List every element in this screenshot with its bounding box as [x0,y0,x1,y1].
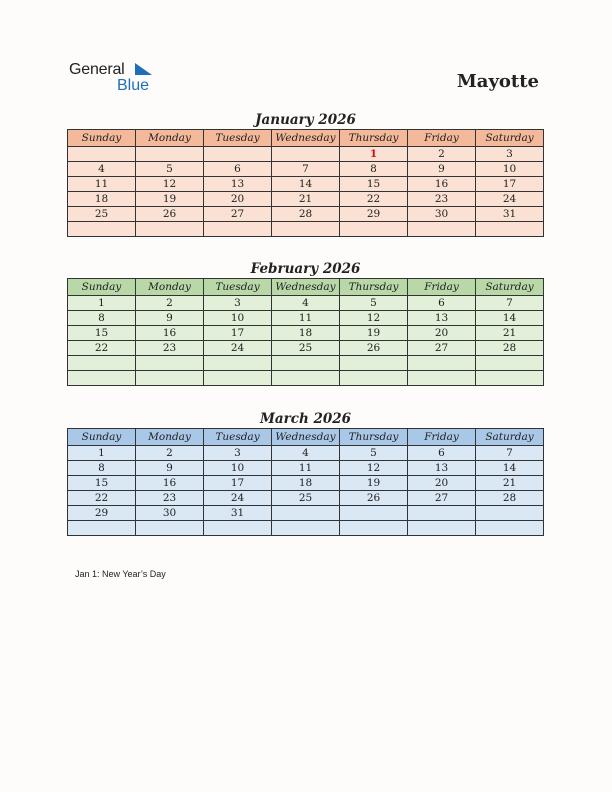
week-row [68,356,544,371]
day-cell: 9 [408,162,476,177]
weekday-header: Tuesday [204,279,272,296]
day-cell: 6 [204,162,272,177]
empty-day-cell [476,521,544,536]
week-row [68,162,544,177]
day-cell: 18 [272,476,340,491]
day-cell: 18 [272,326,340,341]
day-cell: 26 [136,207,204,222]
week-row [68,446,544,461]
week-row [68,326,544,341]
empty-day-cell [136,521,204,536]
country-title: Mayotte [456,71,539,92]
day-cell: 14 [476,461,544,476]
empty-day-cell [272,222,340,237]
day-cell: 2 [136,296,204,311]
weekday-header: Tuesday [204,130,272,147]
weekday-header: Thursday [340,279,408,296]
day-cell: 2 [408,147,476,162]
day-cell: 24 [204,341,272,356]
day-cell: 29 [340,207,408,222]
calendar-table [67,129,544,237]
day-cell: 6 [408,446,476,461]
month-calendar-march [67,410,544,536]
day-cell: 15 [340,177,408,192]
day-cell: 31 [476,207,544,222]
day-cell: 10 [476,162,544,177]
day-cell: 8 [68,461,136,476]
empty-day-cell [136,222,204,237]
day-cell: 12 [136,177,204,192]
day-cell: 20 [408,326,476,341]
day-cell: 10 [204,311,272,326]
day-cell: 13 [408,311,476,326]
empty-day-cell [136,356,204,371]
weekday-header-row [68,279,544,296]
empty-day-cell [272,356,340,371]
weekday-header: Tuesday [204,429,272,446]
day-cell: 24 [476,192,544,207]
day-cell: 17 [204,326,272,341]
day-cell: 27 [408,341,476,356]
day-cell: 24 [204,491,272,506]
weekday-header: Saturday [476,130,544,147]
day-cell: 17 [204,476,272,491]
day-cell: 9 [136,461,204,476]
holiday-day-cell: 1 [340,147,408,162]
empty-day-cell [272,371,340,386]
day-cell: 4 [68,162,136,177]
weekday-header: Saturday [476,429,544,446]
holiday-note: Jan 1: New Year’s Day [75,569,166,579]
weekday-header: Friday [408,279,476,296]
week-row [68,311,544,326]
day-cell: 2 [136,446,204,461]
day-cell: 19 [136,192,204,207]
day-cell: 16 [136,326,204,341]
empty-day-cell [476,222,544,237]
day-cell: 3 [204,296,272,311]
month-title: March 2026 [259,411,352,427]
month-calendar-january [67,111,544,237]
day-cell: 13 [408,461,476,476]
empty-day-cell [204,371,272,386]
weekday-header: Sunday [68,130,136,147]
week-row [68,192,544,207]
day-cell: 31 [204,506,272,521]
day-cell: 21 [476,476,544,491]
day-cell: 9 [136,311,204,326]
empty-day-cell [408,222,476,237]
day-cell: 17 [476,177,544,192]
weekday-header: Sunday [68,279,136,296]
day-cell: 25 [68,207,136,222]
day-cell: 5 [340,446,408,461]
week-row [68,222,544,237]
day-cell: 25 [272,341,340,356]
empty-day-cell [204,222,272,237]
empty-day-cell [136,371,204,386]
day-cell: 23 [136,341,204,356]
week-row [68,506,544,521]
empty-day-cell [272,521,340,536]
day-cell: 1 [68,296,136,311]
week-row [68,147,544,162]
day-cell: 16 [136,476,204,491]
day-cell: 7 [272,162,340,177]
day-cell: 27 [408,491,476,506]
day-cell: 20 [204,192,272,207]
weekday-header: Thursday [340,130,408,147]
day-cell: 19 [340,476,408,491]
day-cell: 23 [408,192,476,207]
logo-word-general: General [69,61,125,78]
day-cell: 4 [272,446,340,461]
empty-day-cell [476,371,544,386]
week-row [68,491,544,506]
empty-day-cell [204,147,272,162]
weekday-header-row [68,429,544,446]
day-cell: 1 [68,446,136,461]
day-cell: 12 [340,311,408,326]
empty-day-cell [136,147,204,162]
weekday-header: Monday [136,130,204,147]
day-cell: 14 [272,177,340,192]
week-row [68,341,544,356]
week-row [68,296,544,311]
day-cell: 21 [476,326,544,341]
day-cell: 28 [476,491,544,506]
empty-day-cell [68,521,136,536]
empty-day-cell [340,356,408,371]
day-cell: 10 [204,461,272,476]
day-cell: 3 [476,147,544,162]
day-cell: 8 [68,311,136,326]
empty-day-cell [340,521,408,536]
day-cell: 5 [136,162,204,177]
day-cell: 7 [476,446,544,461]
empty-day-cell [68,147,136,162]
week-row [68,371,544,386]
week-row [68,207,544,222]
weekday-header: Wednesday [272,429,340,446]
empty-day-cell [68,371,136,386]
weekday-header: Wednesday [272,130,340,147]
weekday-header-row [68,130,544,147]
day-cell: 26 [340,491,408,506]
week-row [68,476,544,491]
day-cell: 18 [68,192,136,207]
week-row [68,521,544,536]
day-cell: 23 [136,491,204,506]
month-calendar-february [67,260,544,386]
week-row [68,177,544,192]
week-row [68,461,544,476]
day-cell: 21 [272,192,340,207]
empty-day-cell [408,506,476,521]
empty-day-cell [408,521,476,536]
weekday-header: Thursday [340,429,408,446]
day-cell: 25 [272,491,340,506]
day-cell: 22 [68,341,136,356]
day-cell: 20 [408,476,476,491]
empty-day-cell [272,147,340,162]
weekday-header: Friday [408,130,476,147]
day-cell: 13 [204,177,272,192]
day-cell: 30 [408,207,476,222]
day-cell: 8 [340,162,408,177]
weekday-header: Monday [136,429,204,446]
empty-day-cell [272,506,340,521]
day-cell: 4 [272,296,340,311]
empty-day-cell [408,371,476,386]
day-cell: 30 [136,506,204,521]
logo [69,61,159,97]
calendar-table [67,278,544,386]
weekday-header: Saturday [476,279,544,296]
day-cell: 22 [68,491,136,506]
empty-day-cell [340,371,408,386]
day-cell: 5 [340,296,408,311]
empty-day-cell [476,506,544,521]
weekday-header: Monday [136,279,204,296]
month-title: February 2026 [250,261,361,277]
day-cell: 11 [272,461,340,476]
day-cell: 6 [408,296,476,311]
weekday-header: Wednesday [272,279,340,296]
empty-day-cell [340,222,408,237]
day-cell: 16 [408,177,476,192]
logo-word-blue: Blue [117,77,150,94]
day-cell: 29 [68,506,136,521]
day-cell: 12 [340,461,408,476]
weekday-header: Friday [408,429,476,446]
empty-day-cell [204,356,272,371]
day-cell: 15 [68,476,136,491]
empty-day-cell [476,356,544,371]
calendar-table [67,428,544,536]
day-cell: 19 [340,326,408,341]
logo-triangle-icon [133,63,153,77]
day-cell: 3 [204,446,272,461]
empty-day-cell [68,222,136,237]
weekday-header: Sunday [68,429,136,446]
day-cell: 27 [204,207,272,222]
day-cell: 22 [340,192,408,207]
empty-day-cell [204,521,272,536]
day-cell: 11 [272,311,340,326]
day-cell: 7 [476,296,544,311]
empty-day-cell [340,506,408,521]
day-cell: 11 [68,177,136,192]
day-cell: 28 [476,341,544,356]
empty-day-cell [68,356,136,371]
day-cell: 14 [476,311,544,326]
month-title: January 2026 [255,112,356,128]
empty-day-cell [408,356,476,371]
day-cell: 28 [272,207,340,222]
day-cell: 26 [340,341,408,356]
day-cell: 15 [68,326,136,341]
